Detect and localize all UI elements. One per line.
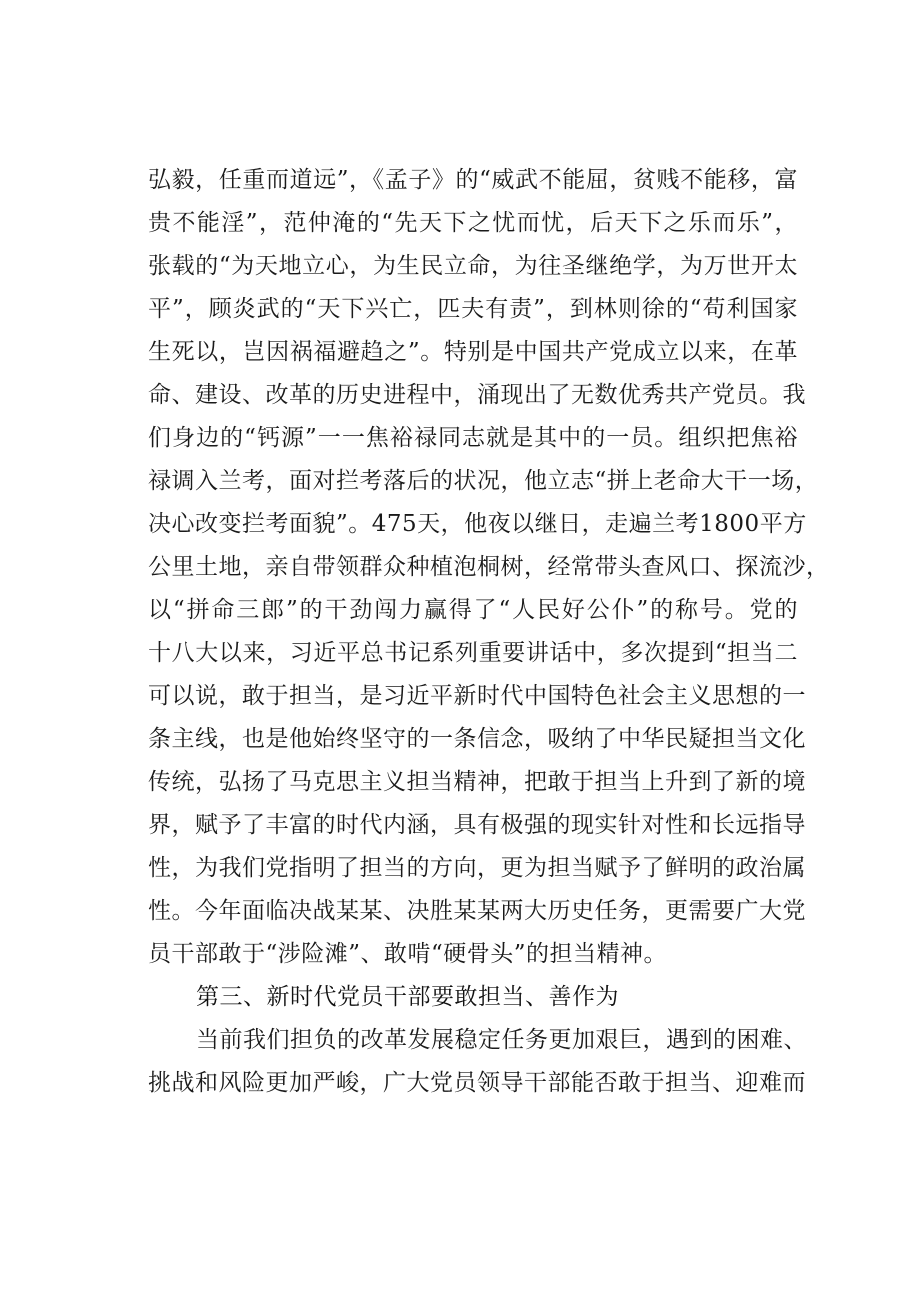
section-line: 当前我们担负的改革发展稳定任务更加艰巨，遇到的困难、 (196, 1027, 807, 1053)
body-line: 十八大以来，习近平总书记系列重要讲话中，多次提到“担当二 (148, 640, 798, 666)
body-line: 性。今年面临决战某某、决胜某某两大历史任务，更需要广大党 (148, 898, 806, 924)
body-line: 条主线，也是他始终坚守的一条信念，吸纳了中华民疑担当文化 (148, 726, 806, 752)
body-line: 决心改变拦考面貌”。475天，他夜以继日，走遍兰考1800平方 (148, 511, 807, 537)
section-line: 挑战和风险更加严峻，广大党员领导干部能否敢于担当、迎难而 (148, 1070, 806, 1096)
body-line: 性，为我们党指明了担当的方向，更为担当赋予了鲜明的政治属 (148, 855, 806, 881)
body-line: 界，赋予了丰富的时代内涵，具有极强的现实针对性和长远指导 (148, 812, 806, 838)
body-line: 传统，弘扬了马克思主义担当精神，把敢于担当上升到了新的境 (148, 769, 806, 795)
body-line: 贵不能淫”，范仲淹的“先天下之忧而忧，后天下之乐而乐”， (148, 210, 798, 236)
body-line: 公里土地，亲自带领群众种植泡桐树，经常带头查风口、探流沙， (148, 554, 830, 580)
body-line: 生死以，岂因祸福避趋之”。特别是中国共产党成立以来，在革 (148, 339, 798, 365)
body-line: 命、建设、改革的历史进程中，涌现出了无数优秀共产党员。我 (148, 382, 806, 408)
section-heading: 第三、新时代党员干部要敢担当、善作为 (196, 984, 619, 1010)
body-line: 平”，顾炎武的“天下兴亡，匹夫有责”，到林则徐的“苟利国家 (148, 296, 798, 322)
body-line: 禄调入兰考，面对拦考落后的状况，他立志“拼上老命大干一场， (148, 468, 819, 494)
body-line: 员干部敢于“涉险滩”、敢啃“硬骨头”的担当精神。 (148, 941, 668, 967)
body-line: 以“拼命三郎”的干劲闯力赢得了“人民好公仆”的称号。党的 (148, 597, 798, 623)
body-line: 弘毅，任重而道远”，《孟子》的“威武不能屈，贫贱不能移，富 (148, 167, 798, 193)
body-line: 们身边的“钙源”一一焦裕禄同志就是其中的一员。组织把焦裕 (148, 425, 798, 451)
body-line: 张载的“为天地立心，为生民立命，为往圣继绝学，为万世开太 (148, 253, 798, 279)
body-line: 可以说，敢于担当，是习近平新时代中国特色社会主义思想的一 (148, 683, 806, 709)
